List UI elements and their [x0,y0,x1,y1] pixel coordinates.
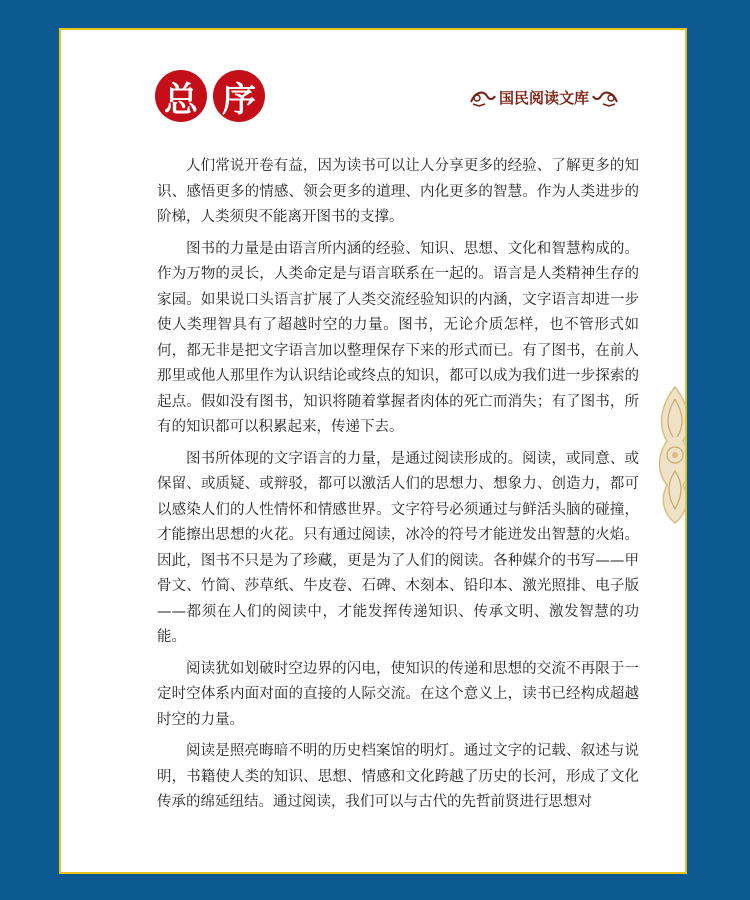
dragon-left-icon [469,86,497,108]
heading-char-2: 序 [213,70,265,122]
side-ornament-icon [655,385,687,525]
library-name: 国民阅读文库 [499,88,590,107]
library-logo [469,86,619,108]
body-text [157,154,639,822]
dragon-right-icon [591,86,619,108]
heading-char-1: 总 [155,70,207,122]
paragraph-1: 人们常说开卷有益，因为读书可以让人分享更多的经验、了解更多的知识、感悟更多的情感、领会更多的道理、内化更多的智慧。作为人类进步的阶梯，人类须臾不能离开图书的支撑。 [157,158,639,225]
section-heading [155,70,265,122]
paragraph-4: 阅读犹如划破时空边界的闪电，使知识的传递和思想的交流不再限于一定时空体系内面对面的直接的人际交流。在这个意义上，读书已经构成超越时空的力量。 [157,660,639,728]
paragraph-3: 图书所体现的文字语言的力量，是通过阅读形成的。阅读，或同意、或保留、或质疑、或辩驳，都可以激活人们的思想力、想象力、创造力，都可以感染人们的人性情怀和情感世界。文字符号必须通过与鲜活头脑的碰撞，才能擦出思想的火花。只有通过阅读，冰冷的符号才能迸发出智慧的火焰。因此，图书不只是为了珍藏，更是为了人们的阅读。各种媒介的书写——甲骨文、竹简、莎草纸、牛皮卷、石碑、木刻本、铅印本、激光照排、电子版——都须在人们的阅读中，才能发挥传递知识、传承文明、激发智慧的功能。 [157,450,639,645]
paragraph-5: 阅读是照亮晦暗不明的历史档案馆的明灯。通过文字的记载、叙述与说明，书籍使人类的知识、思想、情感和文化跨越了历史的长河，形成了文化传承的绵延纽结。通过阅读，我们可以与古代的先哲前贤进行思想对 [157,743,639,810]
paragraph-2: 图书的力量是由语言所内涵的经验、知识、思想、文化和智慧构成的。作为万物的灵长，人类命定是与语言联系在一起的。语言是人类精神生存的家园。如果说口头语言扩展了人类交流经验知识的内涵，文字语言却进一步使人类理智具有了超越时空的力量。图书，无论介质怎样，也不管形式如何，都无非是把文字语言加以整理保存下来的形式而已。有了图书，在前人那里或他人那里作为认识结论或终点的知识，都可以成为我们进一步探索的起点。假如没有图书，知识将随着掌握者肉体的死亡而消失；有了图书，所有的知识都可以积累起来，传递下去。 [157,240,639,435]
page-frame [59,28,687,874]
